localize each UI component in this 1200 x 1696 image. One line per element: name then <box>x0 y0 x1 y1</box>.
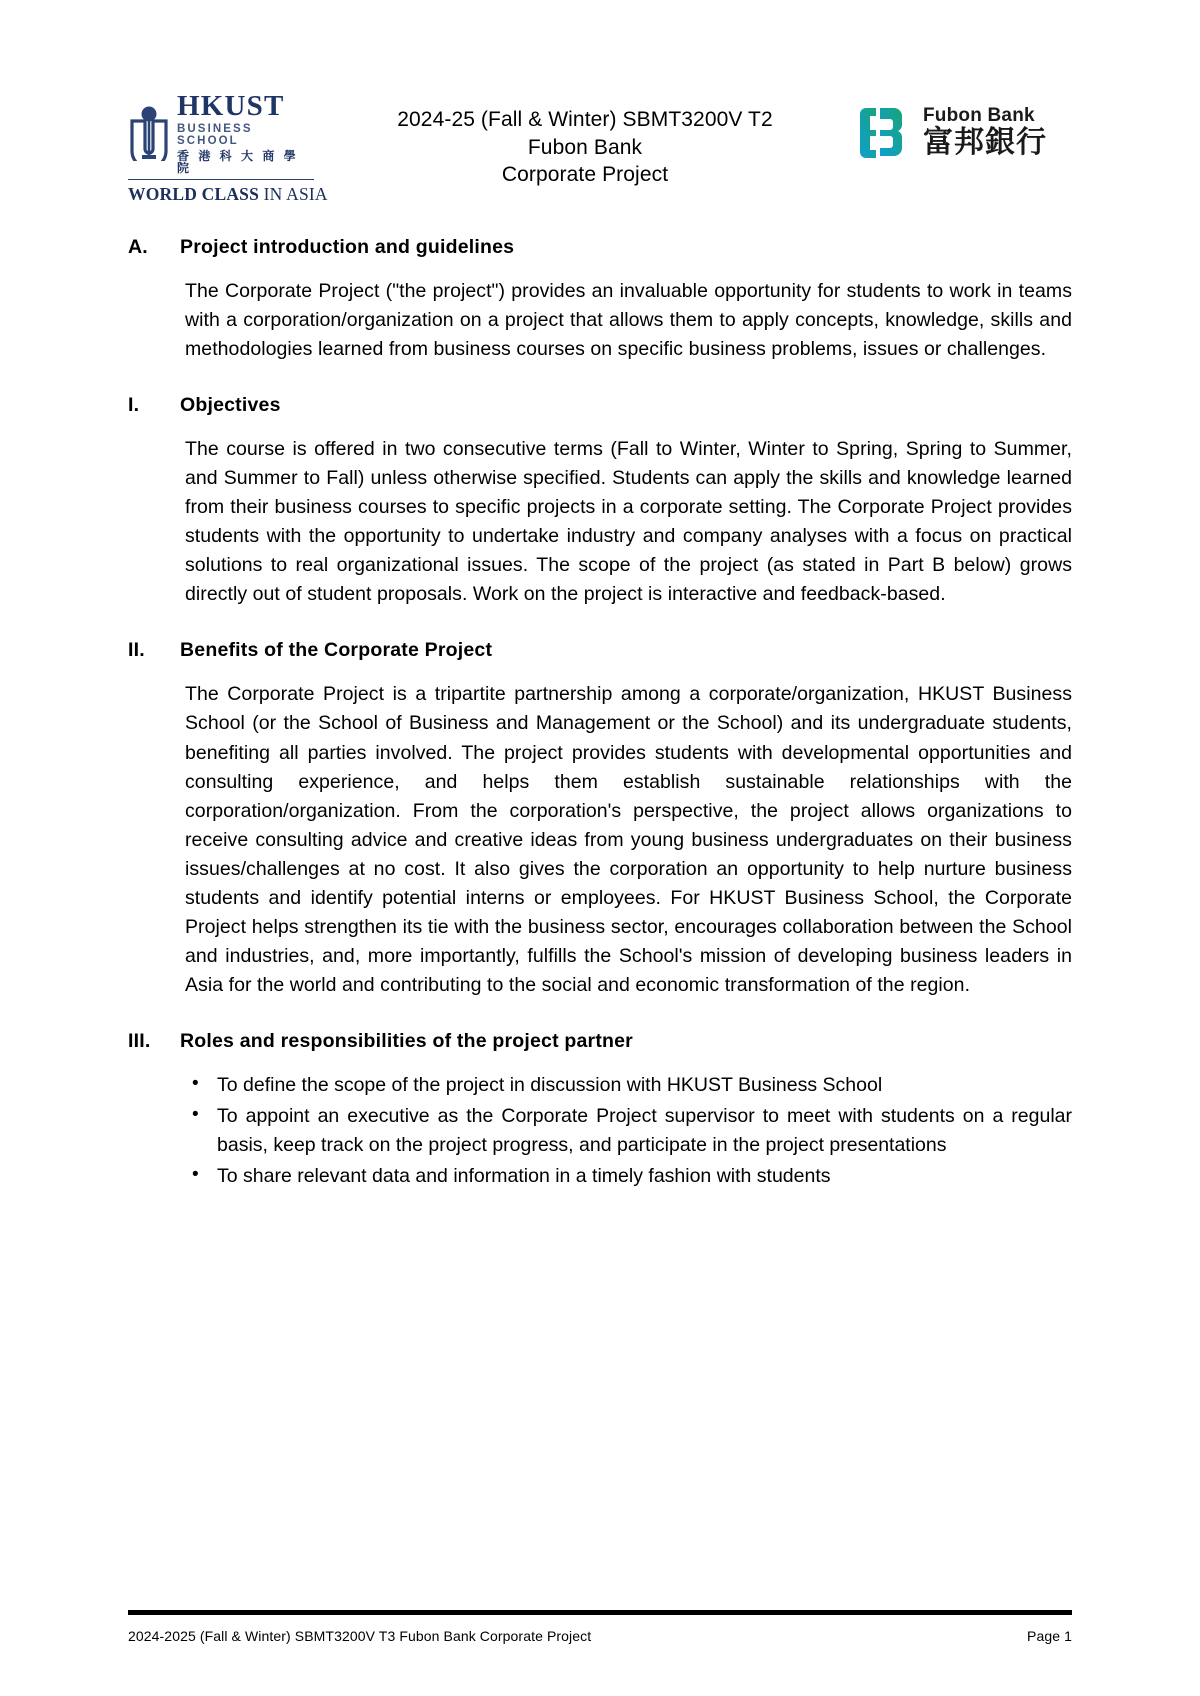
fubon-mark-icon <box>856 104 912 160</box>
footer-page-number: Page 1 <box>1027 1628 1072 1644</box>
hkust-chinese-name: 香 港 科 大 商 學 院 <box>177 149 299 175</box>
fubon-chinese-name: 富邦銀行 <box>923 125 1047 160</box>
hkust-wordmark <box>177 92 314 174</box>
section-iii-bullet-list <box>185 1071 1072 1191</box>
footer-document-reference: 2024-2025 (Fall & Winter) SBMT3200V T3 Fubon Bank Corporate Project <box>128 1628 592 1644</box>
fubon-bank-logo <box>856 88 1072 160</box>
title-line-1: 2024-25 (Fall & Winter) SBMT3200V T2 <box>397 108 773 131</box>
section-a-paragraph-1: The Corporate Project ("the project") provides an invaluable opportunity for students to work in teams with a corporation/organization on a project that allows them to apply concepts, knowledge, skills and methodologies learned from business courses on specific business problems, issues or challenges. <box>185 280 1072 361</box>
title-line-2: Fubon Bank <box>527 135 643 159</box>
section-a-title: Project introduction and guidelines <box>180 236 515 258</box>
section-heading-i <box>128 394 1072 417</box>
hkust-emblem-icon <box>128 105 170 161</box>
hkust-logo-divider <box>128 179 314 180</box>
section-iii-title: Roles and responsibilities of the project partner <box>180 1029 633 1052</box>
footer-divider <box>128 1610 1072 1615</box>
hkust-logo-top <box>128 92 314 174</box>
section-i-title: Objectives <box>180 394 281 417</box>
section-ii-title: Benefits of the Corporate Project <box>180 639 493 662</box>
document-footer <box>128 1610 1072 1644</box>
fubon-english-name: Fubon Bank <box>923 105 1035 126</box>
section-a-number: A. <box>128 236 148 258</box>
section-i-paragraph-1: The course is offered in two consecutive terms (Fall to Winter, Winter to Spring, Spring to Summer, and Summer to Fall) unless otherwise specified. Students can apply the skills and knowledge learned from their business courses to specific projects in a corporate setting. The Corporate Project provides students with the opportunity to undertake industry and company analyses with a focus on practical solutions to real organizational issues. The scope of the project (as stated in Part B below) grows directly out of student proposals. Work on the project is interactive and feedback-based. <box>185 438 1072 606</box>
fubon-wordmark <box>923 106 1047 158</box>
hkust-name: HKUST <box>177 90 285 122</box>
list-item: • To share relevant data and information in a timely fashion with students <box>185 1162 1072 1191</box>
document-title <box>314 88 856 189</box>
footer-row <box>128 1628 1072 1644</box>
section-iii-number: III. <box>128 1029 151 1052</box>
hkust-tagline <box>128 184 328 205</box>
section-heading-iii <box>128 1030 1072 1053</box>
hkust-subtitle: BUSINESS SCHOOL <box>177 123 253 147</box>
hkust-tagline-thin: IN ASIA <box>263 184 328 204</box>
document-body <box>128 236 1072 1191</box>
list-item: • To appoint an executive as the Corporate Project supervisor to meet with students on a regular basis, keep track on the project progress, and participate in the project presentations <box>185 1102 1072 1160</box>
hkust-tagline-bold: WORLD CLASS <box>128 184 260 204</box>
list-item: • To define the scope of the project in discussion with HKUST Business School <box>185 1071 1072 1100</box>
hkust-business-school-logo <box>128 88 328 205</box>
section-ii-paragraph-1: The Corporate Project is a tripartite partnership among a corporate/organization, HKUST Business School (or the School of Business and Management or the School) and its undergraduate students, benefiting all parties involved. The project provides students with developmental opportunities and consulting experience, and helps them establish sustainable relationships with the corporation/organization. From the corporation's perspective, the project allows organizations to receive consulting advice and creative ideas from young business undergraduates on their business issues/challenges at no cost. It also gives the corporation an opportunity to help nurture business students and identify potential interns or employees. For HKUST Business School, the Corporate Project helps strengthen its tie with the business sector, encourages collaboration between the School and industries, and, more importantly, fulfills the School's mission of developing business leaders in Asia for the world and contributing to the social and economic transformation of the region. <box>185 683 1072 996</box>
section-heading-ii <box>128 639 1072 662</box>
document-header <box>128 88 1072 206</box>
title-line-3: Corporate Project <box>501 163 669 187</box>
section-ii-number: II. <box>128 639 145 662</box>
section-heading-a <box>128 236 1072 259</box>
section-i-number: I. <box>128 394 140 417</box>
